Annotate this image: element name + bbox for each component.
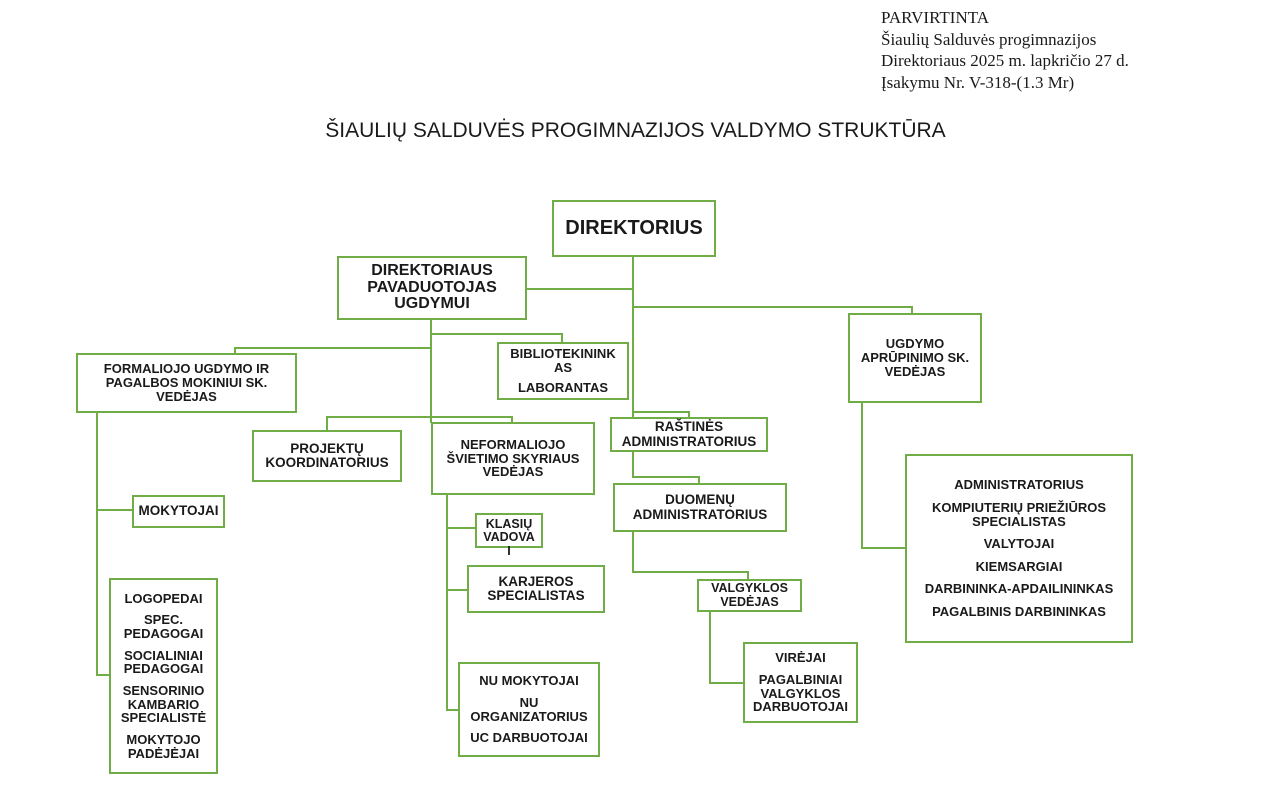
org-box-label: KLASIŲ — [485, 517, 533, 531]
org-box-label: NU MOKYTOJAI — [479, 673, 579, 689]
org-box-mokytojai — [132, 495, 225, 528]
connector-line — [430, 320, 432, 423]
org-box-label: UGDYMUI — [394, 295, 470, 313]
org-box-virejai — [743, 642, 858, 723]
org-box-label: ŠVIETIMO SKYRIAUS — [446, 450, 580, 466]
connector-line — [527, 288, 634, 290]
org-box-label: LABORANTAS — [517, 380, 609, 396]
connector-line — [632, 306, 913, 308]
org-box-label: KIEMSARGIAI — [975, 558, 1063, 574]
org-box-label: DIREKTORIAUS — [371, 261, 493, 279]
org-box-label: DUOMENŲ — [665, 492, 735, 508]
connector-line — [632, 411, 690, 413]
connector-line — [632, 476, 700, 478]
org-box-label: VEDĖJAS — [482, 464, 544, 480]
org-box-label: VEDĖJAS — [884, 363, 946, 379]
connector-line — [632, 257, 634, 417]
org-box-label: PAGALBINIAI VALGYKLOS DARBUOTOJAI — [752, 671, 849, 715]
org-box-neformaliojo-svietimo-vedejas — [431, 422, 595, 495]
org-box-direktoriaus-pavaduotojas — [337, 256, 527, 320]
approval-block — [881, 7, 1129, 93]
connector-line — [632, 532, 634, 573]
org-box-label: ADMINISTRATORIUS — [621, 433, 757, 449]
org-box-label: PROJEKTŲ — [290, 440, 364, 456]
connector-line — [96, 413, 98, 676]
org-box-label: SOCIALINIAI PEDAGOGAI — [123, 647, 204, 677]
org-box-label: PAGALBINIS DARBININKAS — [932, 604, 1106, 620]
org-box-label: UGDYMO — [885, 336, 945, 352]
org-box-label: RAŠTINĖS — [654, 419, 724, 435]
org-box-bibliotekininkas-laborantas — [497, 342, 629, 400]
org-box-ukio-personalas — [905, 454, 1133, 643]
connector-line — [326, 416, 513, 418]
org-box-projektu-koordinatorius — [252, 430, 402, 482]
org-box-klasiu-vadovai — [475, 513, 543, 558]
org-box-label: SPECIALISTAS — [487, 588, 585, 603]
org-box-label: PAVADUOTOJAS — [367, 278, 497, 296]
org-box-label: VALGYKLOS — [711, 581, 788, 596]
org-box-formaliojo-ugdymo-vedejas — [76, 353, 297, 413]
org-box-label: AS — [553, 359, 573, 375]
org-box-label: APRŪPINIMO SK. — [860, 350, 970, 366]
connector-line — [430, 333, 563, 335]
org-box-label: SENSORINIO KAMBARIO SPECIALISTĖ — [120, 683, 207, 726]
org-box-ugdymo-aprupinimo-vedejas — [848, 313, 982, 403]
org-box-label: VADOVA — [483, 530, 535, 545]
org-box-label: MOKYTOJAI — [138, 503, 219, 519]
org-box-label: PAGALBOS MOKINIUI SK. — [105, 375, 268, 391]
org-box-label: SPEC. PEDAGOGAI — [123, 612, 204, 642]
connector-line — [709, 682, 745, 684]
org-box-label: DARBININKA-APDAILININKAS — [924, 581, 1114, 597]
connector-line — [234, 347, 432, 349]
org-box-label: BIBLIOTEKININK — [510, 345, 616, 361]
connector-line — [861, 547, 907, 549]
connector-line — [446, 589, 469, 591]
org-box-label: FORMALIOJO UGDYMO IR — [103, 361, 270, 377]
org-box-label: MOKYTOJO PADĖJĖJAI — [126, 731, 201, 761]
org-box-label: ADMINISTRATORIUS — [954, 477, 1084, 493]
org-box-duomenu-administratorius — [613, 483, 787, 532]
org-box-label: VEDĖJAS — [156, 388, 217, 404]
approval-line: Šiaulių Salduvės progimnazijos — [881, 29, 1097, 49]
org-box-label: NEFORMALIOJO — [460, 436, 566, 452]
org-box-label: ADMINISTRATORIUS — [632, 506, 768, 522]
connector-line — [861, 403, 863, 549]
connector-line — [632, 571, 749, 573]
connector-line — [632, 452, 634, 478]
org-box-label: VEDĖJAS — [720, 594, 779, 609]
org-box-direktorius — [552, 200, 716, 257]
connector-line — [709, 612, 711, 684]
approval-line: Įsakymu Nr. V-318-(1.3 Mr) — [881, 72, 1075, 92]
org-box-label: NU ORGANIZATORIUS — [470, 694, 588, 724]
org-box-valgyklos-vedejas — [697, 579, 802, 612]
org-box-label: DIREKTORIUS — [565, 216, 703, 239]
org-box-label: KOORDINATORIUS — [265, 455, 389, 470]
org-box-karjeros-specialistas — [467, 565, 605, 613]
connector-line — [446, 527, 477, 529]
approval-line: Direktoriaus 2025 m. lapkričio 27 d. — [881, 51, 1129, 70]
org-box-pagalbos-specialistai — [109, 578, 218, 774]
org-box-label: I — [507, 543, 511, 558]
page-title: ŠIAULIŲ SALDUVĖS PROGIMNAZIJOS VALDYMO STRUKTŪRA — [325, 119, 946, 142]
org-box-label: VALYTOJAI — [983, 536, 1055, 552]
org-box-rastines-administratorius — [610, 417, 768, 452]
org-box-nu-darbuotojai — [458, 662, 600, 757]
org-box-label: KOMPIUTERIŲ PRIEŽIŪROS SPECIALISTAS — [931, 499, 1107, 529]
org-box-label: UC DARBUOTOJAI — [470, 730, 588, 746]
org-box-label: LOGOPEDAI — [124, 590, 203, 606]
org-box-label: VIRĖJAI — [775, 650, 826, 666]
connector-line — [96, 509, 134, 511]
org-box-label: KARJEROS — [498, 573, 574, 589]
approval-line: PARVIRTINTA — [881, 8, 990, 27]
